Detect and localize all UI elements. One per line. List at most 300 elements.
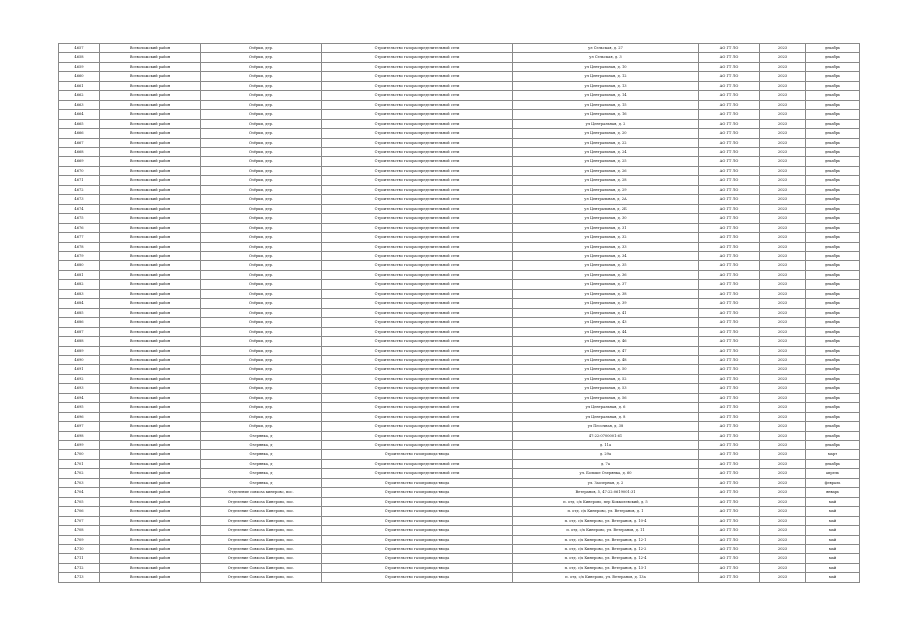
organization-cell: АО ГТ ЛО [699,166,760,175]
district-cell: Всеволожский район [100,53,201,62]
month-cell: декабрь [806,44,860,53]
organization-cell: АО ГТ ЛО [699,195,760,204]
table-row [59,573,860,582]
district-cell: Всеволожский район [100,308,201,317]
work-type-cell: Строительство газораспределительной сети [322,119,513,128]
organization-cell: АО ГТ ЛО [699,129,760,138]
table-row [59,129,860,138]
work-type-cell: Строительство газораспределительной сети [322,355,513,364]
row-number-cell: 4659 [59,62,100,71]
table-row [59,469,860,478]
row-number-cell: 4679 [59,251,100,260]
district-cell: Всеволожский район [100,204,201,213]
district-cell: Всеволожский район [100,62,201,71]
table-row [59,563,860,572]
organization-cell: АО ГТ ЛО [699,251,760,260]
year-cell: 2023 [760,563,806,572]
month-cell: декабрь [806,403,860,412]
year-cell: 2023 [760,355,806,364]
year-cell: 2023 [760,138,806,147]
year-cell: 2023 [760,459,806,468]
district-cell: Всеволожский район [100,100,201,109]
settlement-cell: Отделение Совхоза Кинерово, пос. [201,554,322,563]
table-row [59,157,860,166]
work-type-cell: Строительство газораспределительной сети [322,214,513,223]
row-number-cell: 4665 [59,119,100,128]
table-row [59,62,860,71]
row-number-cell: 4688 [59,337,100,346]
settlement-cell: Озёрки, дер. [201,44,322,53]
year-cell: 2023 [760,393,806,402]
organization-cell: АО ГТ ЛО [699,233,760,242]
work-type-cell: Строительство газораспределительной сети [322,412,513,421]
settlement-cell: Озёрки, дер. [201,403,322,412]
address-cell: ул Центральная, д. 2А [513,195,699,204]
year-cell: 2023 [760,337,806,346]
settlement-cell: Озёрки, дер. [201,261,322,270]
month-cell: декабрь [806,422,860,431]
district-cell: Всеволожский район [100,422,201,431]
district-cell: Всеволожский район [100,110,201,119]
row-number-cell: 4713 [59,573,100,582]
month-cell: декабрь [806,214,860,223]
month-cell: февраль [806,478,860,487]
row-number-cell: 4670 [59,166,100,175]
organization-cell: АО ГТ ЛО [699,223,760,232]
year-cell: 2023 [760,81,806,90]
settlement-cell: Озёрки, дер. [201,355,322,364]
work-type-cell: Строительство газораспределительной сети [322,346,513,355]
year-cell: 2023 [760,545,806,554]
work-type-cell: Строительство газораспределительной сети [322,195,513,204]
table-row [59,81,860,90]
settlement-cell: Озёрки, дер. [201,129,322,138]
year-cell: 2023 [760,261,806,270]
address-cell: п. отд. с/х Кинерово, ул. Ветеранов, д. 10-4 [513,516,699,525]
work-type-cell: Строительство газораспределительной сети [322,403,513,412]
organization-cell: АО ГТ ЛО [699,403,760,412]
month-cell: декабрь [806,299,860,308]
settlement-cell: Озерянка, д [201,441,322,450]
address-cell: ул Центральная, д. 26 [513,166,699,175]
month-cell: декабрь [806,308,860,317]
address-cell: ул Центральная, д. 52 [513,374,699,383]
district-cell: Всеволожский район [100,233,201,242]
address-cell: ул Центральная, д. 32 [513,233,699,242]
month-cell: май [806,535,860,544]
address-cell: п. отд. с/х Кинерово, пер Кокколевский, д. 5 [513,497,699,506]
month-cell: декабрь [806,327,860,336]
address-cell: ул Центральная, д. 13 [513,81,699,90]
work-type-cell: Строительство газораспределительной сети [322,374,513,383]
table-row [59,431,860,440]
organization-cell: АО ГТ ЛО [699,72,760,81]
month-cell: декабрь [806,72,860,81]
year-cell: 2023 [760,100,806,109]
gas-works-table [58,43,860,583]
table-row [59,545,860,554]
organization-cell: АО ГТ ЛО [699,526,760,535]
settlement-cell: Озёрки, дер. [201,412,322,421]
district-cell: Всеволожский район [100,44,201,53]
work-type-cell: Строительство газораспределительной сети [322,223,513,232]
district-cell: Всеволожский район [100,346,201,355]
year-cell: 2023 [760,469,806,478]
table-row [59,261,860,270]
settlement-cell: Озёрки, дер. [201,280,322,289]
month-cell: декабрь [806,289,860,298]
address-cell: п. отд. с/х Кинерово, ул. Ветеранов, д. 12-4 [513,554,699,563]
district-cell: Всеволожский район [100,469,201,478]
organization-cell: АО ГТ ЛО [699,242,760,251]
year-cell: 2023 [760,251,806,260]
year-cell: 2023 [760,299,806,308]
settlement-cell: Озёрки, дер. [201,393,322,402]
table-row [59,327,860,336]
work-type-cell: Строительство газораспределительной сети [322,318,513,327]
organization-cell: АО ГТ ЛО [699,327,760,336]
address-cell: ул Центральная, д. 10 [513,62,699,71]
year-cell: 2023 [760,535,806,544]
organization-cell: АО ГТ ЛО [699,308,760,317]
organization-cell: АО ГТ ЛО [699,497,760,506]
settlement-cell: Озёрки, дер. [201,157,322,166]
table-row [59,110,860,119]
address-cell: ул Сельская, д. 3 [513,53,699,62]
month-cell: декабрь [806,384,860,393]
address-cell: ул Центральная, д. 24 [513,147,699,156]
row-number-cell: 4662 [59,91,100,100]
organization-cell: АО ГТ ЛО [699,110,760,119]
district-cell: Всеволожский район [100,270,201,279]
address-cell: ул Центральная, д. 35 [513,261,699,270]
table-row [59,412,860,421]
organization-cell: АО ГТ ЛО [699,365,760,374]
year-cell: 2023 [760,384,806,393]
settlement-cell: Отделение Совхоза Кинерово, пос. [201,535,322,544]
row-number-cell: 4704 [59,488,100,497]
month-cell: январь [806,488,860,497]
district-cell: Всеволожский район [100,403,201,412]
row-number-cell: 4661 [59,81,100,90]
settlement-cell: Озёрки, дер. [201,233,322,242]
month-cell: декабрь [806,374,860,383]
district-cell: Всеволожский район [100,563,201,572]
month-cell: декабрь [806,195,860,204]
settlement-cell: Озёрки, дер. [201,251,322,260]
organization-cell: АО ГТ ЛО [699,545,760,554]
row-number-cell: 4692 [59,374,100,383]
month-cell: декабрь [806,270,860,279]
row-number-cell: 4691 [59,365,100,374]
settlement-cell: Озёрки, дер. [201,72,322,81]
table-row [59,242,860,251]
year-cell: 2023 [760,157,806,166]
address-cell: ул Центральная, д. 30 [513,214,699,223]
district-cell: Всеволожский район [100,81,201,90]
organization-cell: АО ГТ ЛО [699,563,760,572]
table-row [59,214,860,223]
table-row [59,138,860,147]
year-cell: 2023 [760,412,806,421]
row-number-cell: 4671 [59,176,100,185]
row-number-cell: 4682 [59,280,100,289]
year-cell: 2023 [760,129,806,138]
address-cell: ул Центральная, д. 46 [513,337,699,346]
district-cell: Всеволожский район [100,214,201,223]
row-number-cell: 4706 [59,507,100,516]
row-number-cell: 4697 [59,422,100,431]
address-cell: ул Центральная, д. 25 [513,157,699,166]
organization-cell: АО ГТ ЛО [699,157,760,166]
year-cell: 2023 [760,327,806,336]
work-type-cell: Строительство газопровода-ввода [322,526,513,535]
row-number-cell: 4707 [59,516,100,525]
month-cell: декабрь [806,147,860,156]
settlement-cell: Отделение Совхоза Кинерово, пос. [201,573,322,582]
table-row [59,270,860,279]
table-row [59,393,860,402]
address-cell: ул Центральная, д. 31 [513,223,699,232]
organization-cell: АО ГТ ЛО [699,299,760,308]
settlement-cell: Озёрки, дер. [201,422,322,431]
year-cell: 2023 [760,110,806,119]
work-type-cell: Строительство газораспределительной сети [322,251,513,260]
district-cell: Всеволожский район [100,242,201,251]
address-cell: ул Центральная, д. 38 [513,289,699,298]
work-type-cell: Строительство газораспределительной сети [322,166,513,175]
year-cell: 2023 [760,516,806,525]
organization-cell: АО ГТ ЛО [699,346,760,355]
settlement-cell: Озёрки, дер. [201,110,322,119]
month-cell: май [806,545,860,554]
row-number-cell: 4678 [59,242,100,251]
settlement-cell: Озёрки, дер. [201,214,322,223]
year-cell: 2023 [760,53,806,62]
organization-cell: АО ГТ ЛО [699,393,760,402]
month-cell: декабрь [806,337,860,346]
month-cell: декабрь [806,318,860,327]
row-number-cell: 4663 [59,100,100,109]
year-cell: 2023 [760,233,806,242]
organization-cell: АО ГТ ЛО [699,176,760,185]
settlement-cell: Озерянка, д [201,459,322,468]
year-cell: 2023 [760,147,806,156]
work-type-cell: Строительство газораспределительной сети [322,233,513,242]
table-row [59,403,860,412]
month-cell: декабрь [806,355,860,364]
table-row [59,497,860,506]
district-cell: Всеволожский район [100,157,201,166]
row-number-cell: 4673 [59,195,100,204]
district-cell: Всеволожский район [100,478,201,487]
table-row [59,365,860,374]
row-number-cell: 4700 [59,450,100,459]
organization-cell: АО ГТ ЛО [699,422,760,431]
address-cell: ул Центральная, д. 29 [513,185,699,194]
settlement-cell: Озёрки, дер. [201,337,322,346]
table-row [59,100,860,109]
work-type-cell: Строительство газопровода-ввода [322,497,513,506]
work-type-cell: Строительство газораспределительной сети [322,185,513,194]
work-type-cell: Строительство газопровода-ввода [322,554,513,563]
organization-cell: АО ГТ ЛО [699,374,760,383]
settlement-cell: Озёрки, дер. [201,365,322,374]
address-cell: ул Центральная, д. 20 [513,129,699,138]
address-cell: ул Центральная, д. 56 [513,393,699,402]
row-number-cell: 4677 [59,233,100,242]
district-cell: Всеволожский район [100,299,201,308]
organization-cell: АО ГТ ЛО [699,204,760,213]
address-cell: ул Центральная, д. 2 [513,119,699,128]
work-type-cell: Строительство газораспределительной сети [322,204,513,213]
work-type-cell: Строительство газораспределительной сети [322,308,513,317]
year-cell: 2023 [760,119,806,128]
year-cell: 2023 [760,44,806,53]
work-type-cell: Строительство газораспределительной сети [322,100,513,109]
district-cell: Всеволожский район [100,365,201,374]
table-row [59,204,860,213]
address-cell: ул Сельская, д. 27 [513,44,699,53]
row-number-cell: 4689 [59,346,100,355]
year-cell: 2023 [760,526,806,535]
year-cell: 2023 [760,403,806,412]
table-row [59,251,860,260]
row-number-cell: 4696 [59,412,100,421]
work-type-cell: Строительство газораспределительной сети [322,280,513,289]
district-cell: Всеволожский район [100,497,201,506]
table-row [59,374,860,383]
work-type-cell: Строительство газораспределительной сети [322,441,513,450]
row-number-cell: 4711 [59,554,100,563]
work-type-cell: Строительство газораспределительной сети [322,289,513,298]
year-cell: 2023 [760,289,806,298]
organization-cell: АО ГТ ЛО [699,214,760,223]
settlement-cell: Озёрки, дер. [201,289,322,298]
settlement-cell: Озёрки, дер. [201,242,322,251]
month-cell: декабрь [806,119,860,128]
address-cell: ул Центральная, д. 44 [513,327,699,336]
district-cell: Всеволожский район [100,72,201,81]
row-number-cell: 4667 [59,138,100,147]
settlement-cell: Озёрки, дер. [201,195,322,204]
settlement-cell: Отделение Совхоза Кинерово, пос. [201,545,322,554]
address-cell: ул Центральная, д. 6 [513,403,699,412]
district-cell: Всеволожский район [100,166,201,175]
district-cell: Всеволожский район [100,223,201,232]
table-row [59,535,860,544]
district-cell: Всеволожский район [100,488,201,497]
address-cell: ул Центральная, д. 39 [513,299,699,308]
year-cell: 2023 [760,204,806,213]
table-row [59,289,860,298]
table-row [59,72,860,81]
row-number-cell: 4710 [59,545,100,554]
district-cell: Всеволожский район [100,289,201,298]
document-page [58,43,851,583]
settlement-cell: Озёрки, дер. [201,308,322,317]
row-number-cell: 4660 [59,72,100,81]
table-row [59,308,860,317]
month-cell: декабрь [806,166,860,175]
organization-cell: АО ГТ ЛО [699,384,760,393]
address-cell: ул Центральная, д. 50 [513,365,699,374]
year-cell: 2023 [760,441,806,450]
month-cell: апрель [806,469,860,478]
table-row [59,223,860,232]
settlement-cell: Озёрки, дер. [201,185,322,194]
district-cell: Всеволожский район [100,459,201,468]
table-row [59,355,860,364]
address-cell: ул Центральная, д. 15 [513,100,699,109]
work-type-cell: Строительство газораспределительной сети [322,431,513,440]
table-row [59,526,860,535]
address-cell: ул Центральная, д. 16 [513,110,699,119]
year-cell: 2023 [760,185,806,194]
month-cell: декабрь [806,365,860,374]
table-row [59,185,860,194]
month-cell: декабрь [806,100,860,109]
row-number-cell: 4669 [59,157,100,166]
month-cell: май [806,507,860,516]
work-type-cell: Строительство газораспределительной сети [322,110,513,119]
month-cell: май [806,554,860,563]
work-type-cell: Строительство газораспределительной сети [322,337,513,346]
month-cell: декабрь [806,251,860,260]
work-type-cell: Строительство газораспределительной сети [322,53,513,62]
organization-cell: АО ГТ ЛО [699,138,760,147]
district-cell: Всеволожский район [100,516,201,525]
settlement-cell: Озёрки, дер. [201,138,322,147]
table-row [59,44,860,53]
settlement-cell: Озерянка, д [201,469,322,478]
district-cell: Всеволожский район [100,280,201,289]
settlement-cell: Отделение Совхоза Кинерово, пос. [201,516,322,525]
settlement-cell: Озёрки, дер. [201,53,322,62]
row-number-cell: 4699 [59,441,100,450]
year-cell: 2023 [760,554,806,563]
row-number-cell: 4681 [59,270,100,279]
month-cell: декабрь [806,242,860,251]
table-row [59,53,860,62]
month-cell: декабрь [806,176,860,185]
organization-cell: АО ГТ ЛО [699,318,760,327]
address-cell: ул Центральная, д. 48 [513,355,699,364]
year-cell: 2023 [760,497,806,506]
address-cell: ул. Больше Озерянка, д. 60 [513,469,699,478]
table-row [59,318,860,327]
address-cell: ул Центральная, д. 37 [513,280,699,289]
work-type-cell: Строительство газораспределительной сети [322,261,513,270]
district-cell: Всеволожский район [100,261,201,270]
month-cell: декабрь [806,346,860,355]
table-row [59,280,860,289]
settlement-cell: Отделение Совхоза Кинерово, пос. [201,563,322,572]
table-row [59,441,860,450]
month-cell: май [806,563,860,572]
year-cell: 2023 [760,422,806,431]
district-cell: Всеволожский район [100,195,201,204]
row-number-cell: 4668 [59,147,100,156]
month-cell: декабрь [806,185,860,194]
row-number-cell: 4701 [59,459,100,468]
year-cell: 2023 [760,346,806,355]
work-type-cell: Строительство газораспределительной сети [322,393,513,402]
month-cell: май [806,497,860,506]
row-number-cell: 4672 [59,185,100,194]
row-number-cell: 4680 [59,261,100,270]
row-number-cell: 4664 [59,110,100,119]
